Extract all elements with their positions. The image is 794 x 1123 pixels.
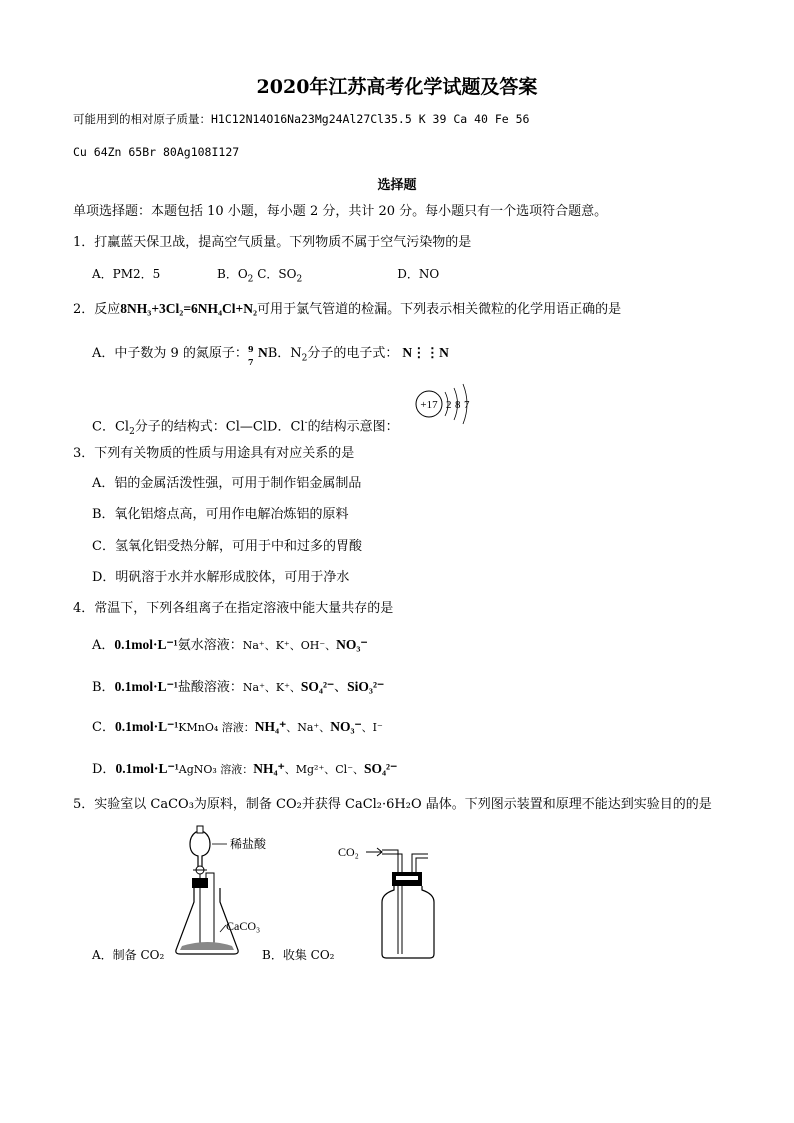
section-heading: 选择题 <box>377 178 417 193</box>
q2-nuclide-symbol: N <box>257 345 268 360</box>
q3-option-c: C．氢氧化铝受热分解，可用于中和过多的胃酸 <box>92 539 362 554</box>
q2-options-cd: C．$Cl_2$分子的结构式：Cl—ClD．Cl-的结构示意图： <box>92 418 399 437</box>
q4-stem: 4．常温下，下列各组离子在指定溶液中能大量共存的是 <box>73 601 394 616</box>
co2-generation-apparatus <box>170 826 280 956</box>
q4-option-d: D．0.1mol·L⁻¹AgNO₃ 溶液：NH₄⁺、Mg²⁺、Cl⁻、SO₄²⁻ <box>92 761 398 777</box>
ion-shell-3: 7 <box>464 399 470 411</box>
q4-option-b: B．0.1mol·L⁻¹盐酸溶液：Na⁺、K⁺、SO₄²⁻、SiO₃²⁻ <box>92 679 385 695</box>
q2-option-c: C．Cl <box>92 419 130 435</box>
q4-option-a: A．0.1mol·L⁻¹氨水溶液：Na⁺、K⁺、OH⁻、NO₃⁻ <box>92 637 368 653</box>
q2-stem: 2．反应8NH₃+3Cl₂=6NH₄Cl+N₂可用于氯气管道的检漏。下列表示相关微粒的化学用语正确的是 <box>73 301 622 317</box>
q3-stem: 3．下列有关物质的性质与用途具有对应关系的是 <box>73 446 355 461</box>
q5-option-a: A．制备 CO₂ <box>92 948 165 962</box>
atomic-masses-line1: 可能用到的相对原子质量：H1C12N14O16Na23Mg24Al27Cl35.5 K 39 Ca 40 Fe 56 <box>73 112 530 126</box>
co2-gas-label: CO₂ <box>338 845 359 859</box>
q5-stem: 5．实验室以 CaCO₃为原料，制备 CO₂并获得 CaCl₂·6H₂O 晶体。下列图示装置和原理不能达到实验目的的是 <box>73 797 712 812</box>
q2-reaction: 8NH₃+3Cl₂=6NH₄Cl+N₂ <box>120 301 258 316</box>
q1-option-d: D．NO <box>397 267 440 281</box>
q2-options-ab: A．中子数为 9 的氮原子： 9 7 NB．$N_2$分子的电子式： N⋮⋮N <box>92 344 449 367</box>
q2-electron-formula: N⋮⋮N <box>402 345 449 360</box>
q1-option-a: A．PM2．5 <box>92 267 161 281</box>
q2-option-d: D．Cl <box>267 419 305 435</box>
q1-options <box>92 265 439 288</box>
ion-shell-2: 8 <box>455 399 461 411</box>
q5-option-b: B．收集 CO₂ <box>262 948 335 962</box>
q1-option-b: B．$O_2$ <box>217 267 254 285</box>
q2-option-a: A．中子数为 9 的氮原子： <box>92 346 248 361</box>
q2-option-b: B．N <box>267 346 302 361</box>
page-title: 2020年江苏高考化学试题及答案 <box>256 76 538 98</box>
q3-option-d: D．明矾溶于水并水解形成胶体，可用于净水 <box>92 570 350 585</box>
ion-shell-1: 2 <box>446 399 452 411</box>
calcium-carbonate-label: CaCO₃ <box>226 919 261 933</box>
q4-concentration: 0.1mol·L⁻¹ <box>114 719 179 734</box>
atomic-masses-line2: Cu 64Zn 65Br 80Ag108I127 <box>73 145 240 159</box>
co2-collection-bottle <box>336 842 456 962</box>
q1-option-c: C．$SO_2$ <box>257 267 303 285</box>
chloride-ion-structure-diagram <box>412 386 482 426</box>
q4-option-c: C．0.1mol·L⁻¹KMnO₄ 溶液：NH₄⁺、Na⁺、NO₃⁻、I⁻ <box>92 719 383 735</box>
q1-stem: 1．打赢蓝天保卫战，提高空气质量。下列物质不属于空气污染物的是 <box>73 235 472 250</box>
q3-option-a: A．铝的金属活泼性强，可用于制作铝金属制品 <box>92 476 362 491</box>
instructions: 单项选择题：本题包括 10 小题，每小题 2 分，共计 20 分。每小题只有一个选项符合题意。 <box>73 204 608 219</box>
q4-concentration: 0.1mol·L⁻¹ <box>114 679 178 694</box>
q3-option-b: B．氧化铝熔点高，可用作电解冶炼铝的原料 <box>92 507 349 522</box>
ion-nucleus-label: +17 <box>420 399 438 411</box>
q2-nuclide-numbers: 9 7 <box>247 344 254 367</box>
q4-concentration: 0.1mol·L⁻¹ <box>114 637 178 652</box>
hydrochloric-acid-label: 稀盐酸 <box>230 837 267 851</box>
q4-concentration: 0.1mol·L⁻¹ <box>115 761 179 776</box>
